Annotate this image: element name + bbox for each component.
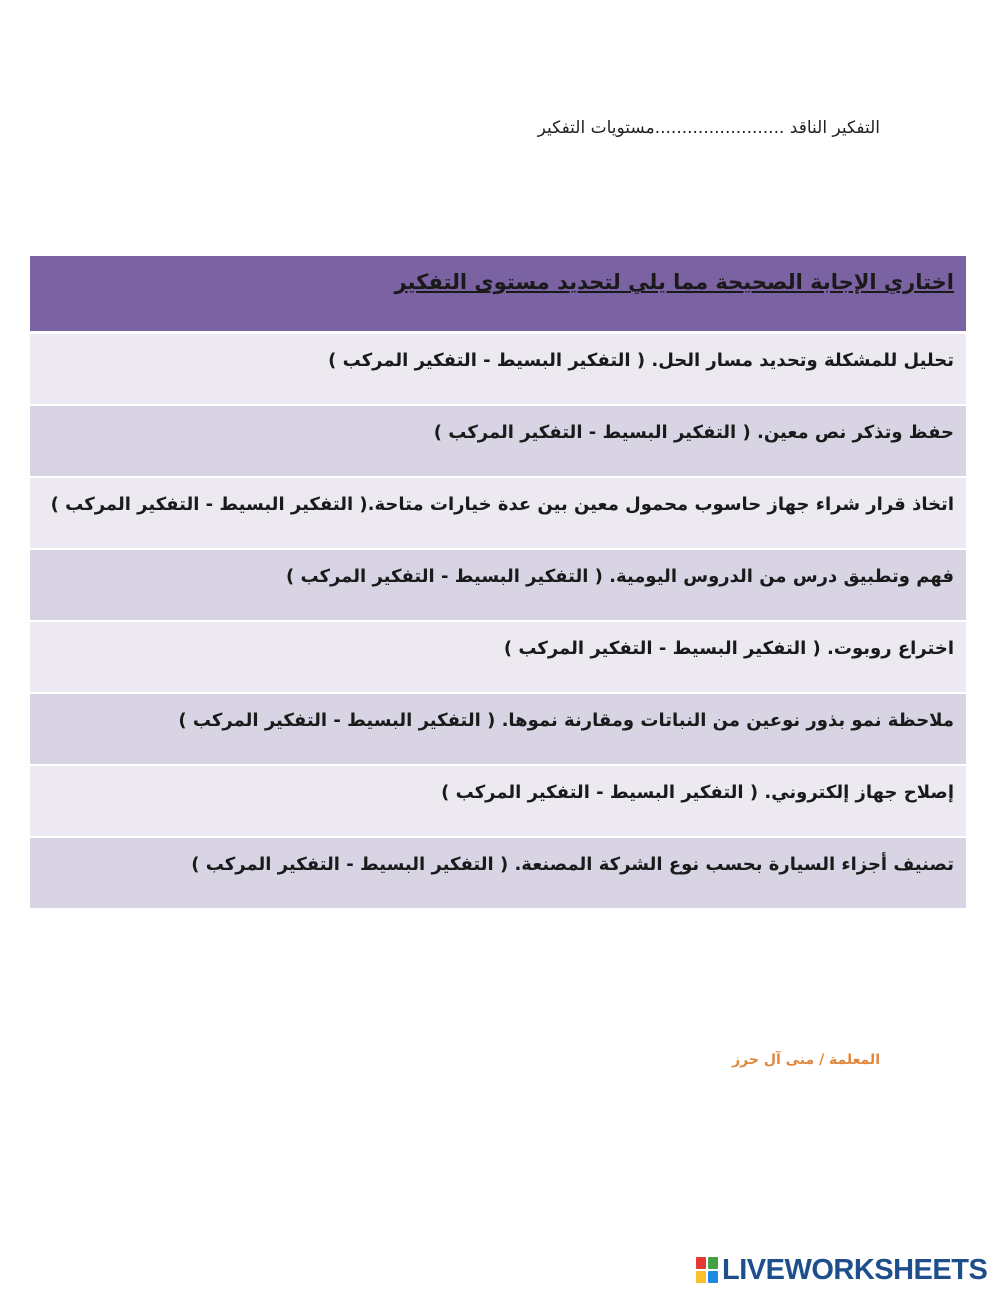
brand-square [696,1271,706,1283]
worksheet-title: التفكير الناقد ........................مستويات التفكير [537,118,880,138]
question-row[interactable]: ملاحظة نمو بذور نوعين من النباتات ومقارنة نموها. ( التفكير البسيط - التفكير المركب ) [30,694,966,766]
brand-square [696,1257,706,1269]
question-row[interactable]: تصنيف أجزاء السيارة بحسب نوع الشركة المصنعة. ( التفكير البسيط - التفكير المركب ) [30,838,966,910]
questions-list [30,334,966,910]
question-row[interactable]: تحليل للمشكلة وتحديد مسار الحل. ( التفكير البسيط - التفكير المركب ) [30,334,966,406]
liveworksheets-logo[interactable] [696,1252,987,1288]
table-header [30,256,966,334]
question-row[interactable]: إصلاح جهاز إلكتروني. ( التفكير البسيط - التفكير المركب ) [30,766,966,838]
teacher-signature: المعلمة / منى آل حرز [732,1052,880,1068]
brand-square [708,1271,718,1283]
question-row[interactable]: حفظ وتذكر نص معين. ( التفكير البسيط - التفكير المركب ) [30,406,966,478]
brand-square [708,1257,718,1269]
instructions-heading: اختاري الإجابة الصحيحة مما يلي لتحديد مستوى التفكير [394,270,954,294]
question-row[interactable]: اختراع روبوت. ( التفكير البسيط - التفكير المركب ) [30,622,966,694]
brand-icon [696,1257,718,1283]
brand-name: LIVEWORKSHEETS [722,1253,988,1286]
question-row[interactable]: اتخاذ قرار شراء جهاز حاسوب محمول معين بين عدة خيارات متاحة.( التفكير البسيط - التفكير المركب ) [30,478,966,550]
question-row[interactable]: فهم وتطبيق درس من الدروس اليومية. ( التفكير البسيط - التفكير المركب ) [30,550,966,622]
questions-table [30,256,966,910]
